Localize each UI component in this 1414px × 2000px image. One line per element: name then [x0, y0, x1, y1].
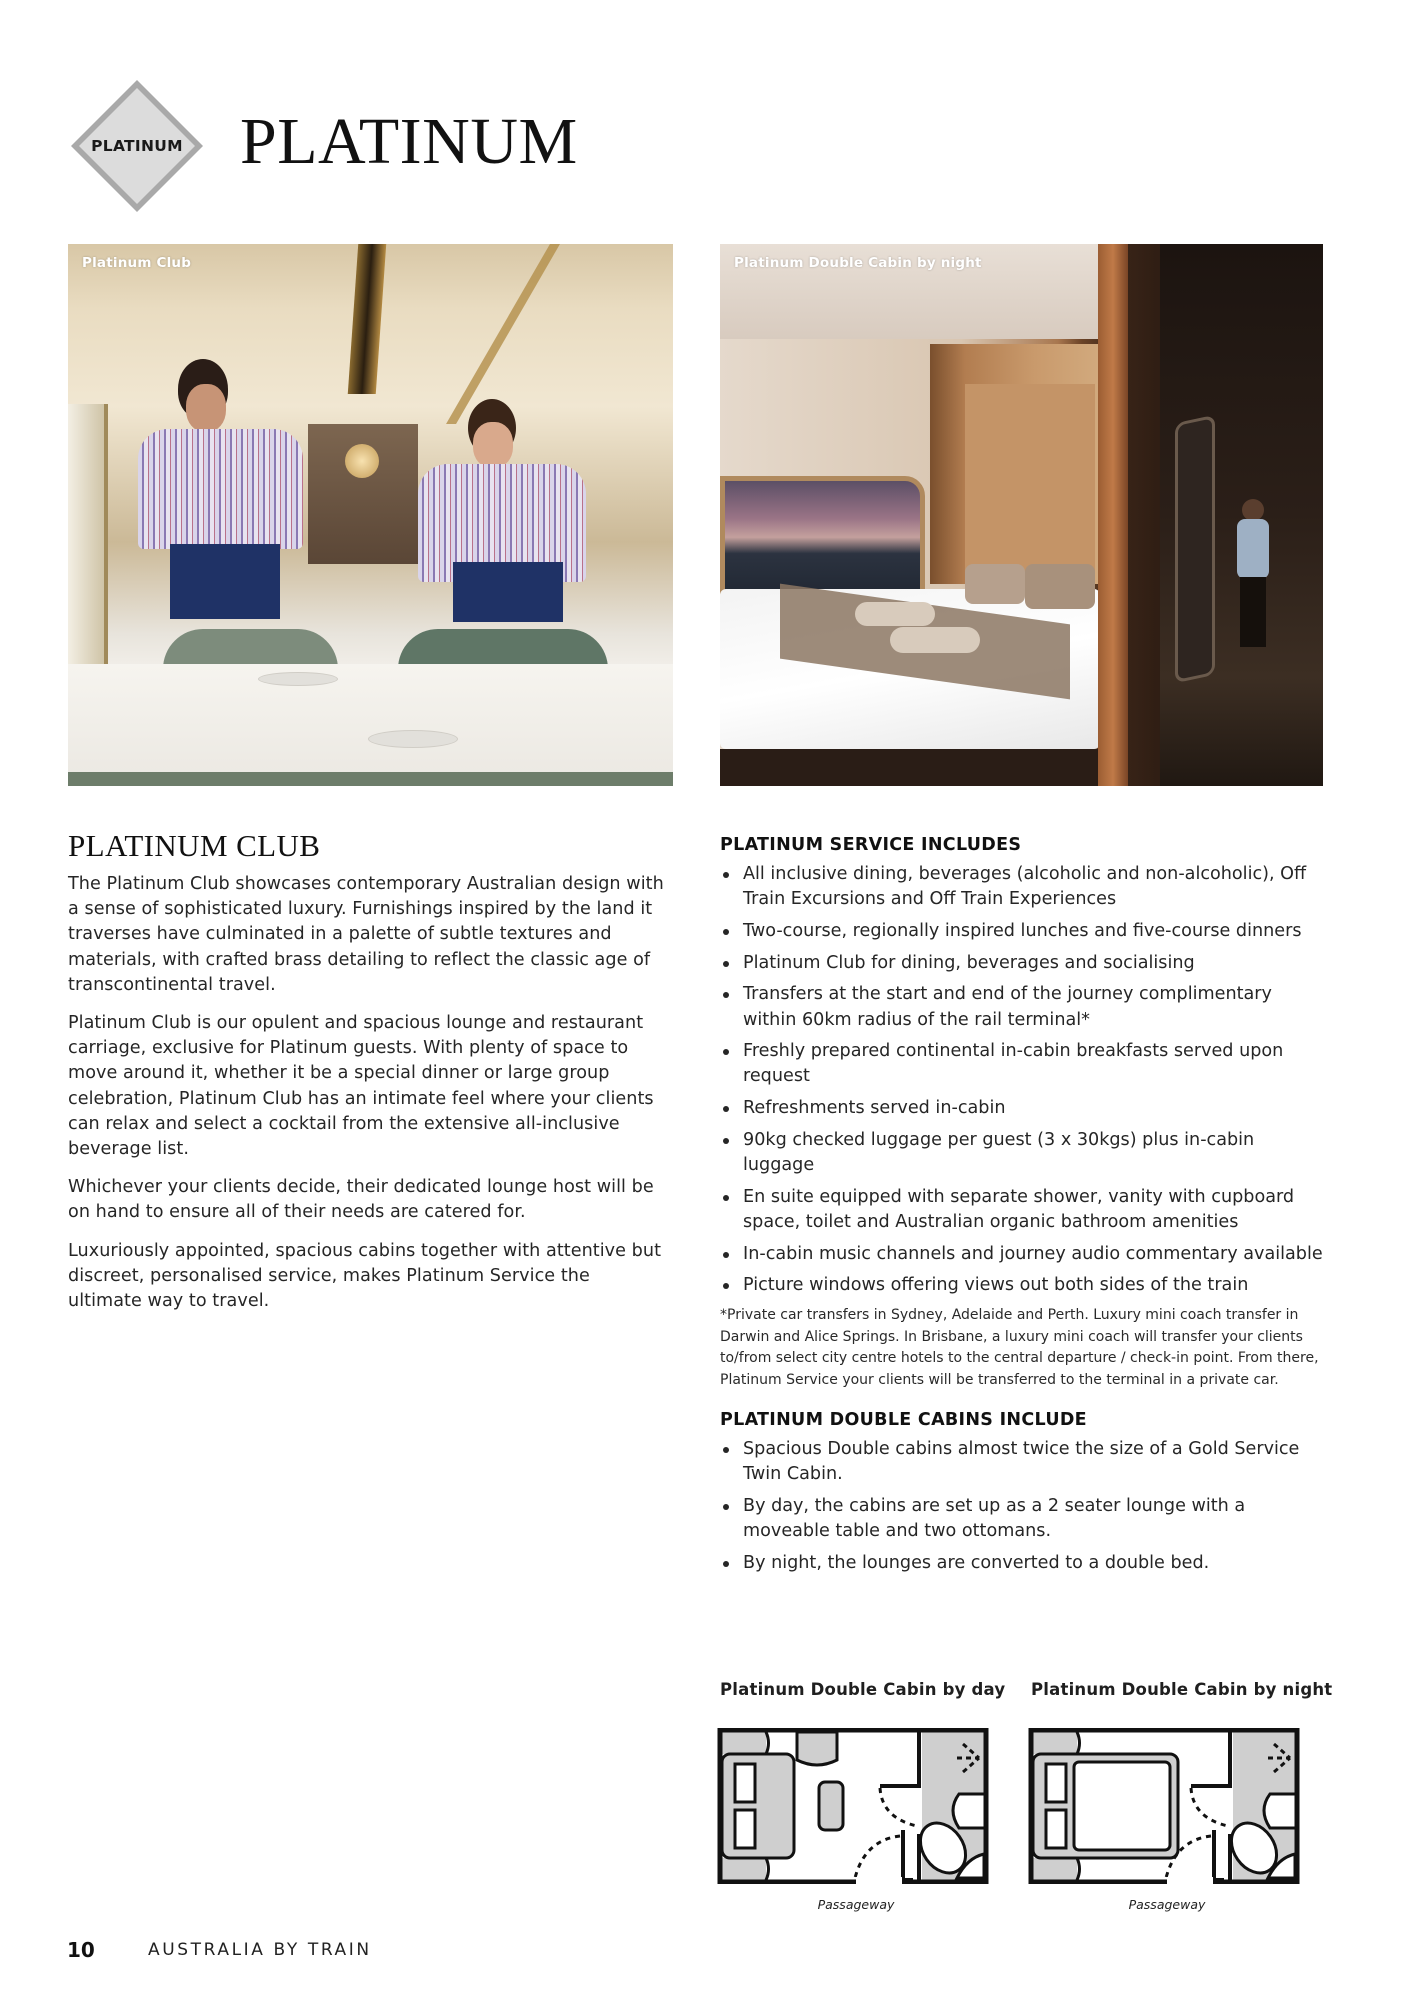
list-item-text: Platinum Club for dining, beverages and socialising	[743, 952, 1195, 973]
service-includes-heading: PLATINUM SERVICE INCLUDES	[720, 835, 1022, 855]
badge-label: PLATINUM	[91, 137, 183, 155]
list-item	[720, 1437, 1330, 1487]
bullet-icon	[723, 992, 729, 998]
list-item-text: Two-course, regionally inspired lunches and five-course dinners	[743, 920, 1302, 941]
list-item-text: 90kg checked luggage per guest (3 x 30kgs) plus in-cabin luggage	[743, 1129, 1255, 1176]
double-cabins-heading: PLATINUM DOUBLE CABINS INCLUDE	[720, 1410, 1087, 1431]
bullet-icon	[723, 929, 729, 935]
list-item	[720, 951, 1330, 976]
list-item	[720, 1096, 1330, 1121]
list-item	[720, 919, 1330, 944]
service-section	[720, 834, 1330, 1583]
list-item-text: Spacious Double cabins almost twice the size of a Gold Service Twin Cabin.	[743, 1439, 1300, 1485]
floor-plan-day-icon	[717, 1728, 989, 1884]
section-heading: PLATINUM CLUB	[68, 828, 321, 863]
list-item-text: By day, the cabins are set up as a 2 seater lounge with a moveable table and two ottomans.	[743, 1495, 1246, 1542]
list-item	[720, 862, 1330, 912]
list-item	[720, 1494, 1330, 1544]
list-item	[720, 1128, 1330, 1178]
passageway-label: Passageway	[1128, 1897, 1206, 1912]
list-item	[720, 982, 1330, 1032]
page-number: 10	[67, 1938, 95, 1962]
platinum-badge	[69, 78, 205, 214]
bullet-icon	[723, 1252, 729, 1258]
list-item-text: In-cabin music channels and journey audio commentary available	[743, 1243, 1323, 1264]
list-item	[720, 1551, 1330, 1576]
list-item-text: By night, the lounges are converted to a double bed.	[743, 1552, 1210, 1573]
bullet-icon	[723, 1504, 729, 1510]
page-title: PLATINUM	[240, 105, 578, 178]
floor-plan-night-icon	[1028, 1728, 1300, 1884]
publication-title: AUSTRALIA BY TRAIN	[148, 1940, 372, 1960]
list-item	[720, 1185, 1330, 1235]
floor-plan-day-label: Platinum Double Cabin by day	[720, 1680, 1006, 1699]
bullet-icon	[723, 1195, 729, 1201]
list-item	[720, 1039, 1330, 1089]
transfer-footnote: *Private car transfers in Sydney, Adelaide and Perth. Luxury mini coach transfer in Darwin and Alice Springs. In Brisbane, a luxury mini coach will transfer your clients to/from select city centre hotels to the central departure / check-in point. From there, Platinum Service your clients will be transferred to the terminal in a private car.	[720, 1307, 1319, 1388]
platinum-club-section	[68, 826, 668, 1327]
list-item-text: Picture windows offering views out both sides of the train	[743, 1275, 1249, 1296]
bullet-icon	[723, 1447, 729, 1453]
photo-double-cabin-night	[720, 244, 1323, 786]
service-includes-list	[720, 862, 1330, 1299]
bullet-icon	[723, 1049, 729, 1055]
bullet-icon	[723, 1561, 729, 1567]
bullet-icon	[723, 1106, 729, 1112]
passageway-label: Passageway	[817, 1897, 895, 1912]
paragraph: Platinum Club is our opulent and spacious lounge and restaurant carriage, exclusive for Platinum guests. With plenty of space to move around it, whether it be a special dinner or large group celebration, Platinum Club has an intimate feel where your clients can relax and select a cocktail from the extensive all-inclusive beverage list.	[68, 1013, 654, 1160]
list-item-text: Refreshments served in-cabin	[743, 1098, 1006, 1119]
paragraph: Luxuriously appointed, spacious cabins together with attentive but discreet, personalised service, makes Platinum Service the ultimate way to travel.	[68, 1240, 662, 1312]
photo-caption: Platinum Club	[82, 255, 192, 271]
list-item	[720, 1273, 1330, 1298]
bullet-icon	[723, 872, 729, 878]
bullet-icon	[723, 1283, 729, 1289]
bullet-icon	[723, 961, 729, 967]
list-item-text: All inclusive dining, beverages (alcoholic and non-alcoholic), Off Train Excursions and Off Train Experiences	[743, 864, 1307, 910]
list-item	[720, 1242, 1330, 1267]
list-item-text: En suite equipped with separate shower, vanity with cupboard space, toilet and Australian organic bathroom amenities	[743, 1186, 1295, 1232]
photo-caption: Platinum Double Cabin by night	[734, 255, 982, 271]
double-cabins-list	[720, 1437, 1330, 1576]
double-cabins-block	[720, 1409, 1330, 1576]
bullet-icon	[723, 1138, 729, 1144]
list-item-text: Freshly prepared continental in-cabin breakfasts served upon request	[743, 1041, 1284, 1087]
photo-platinum-club	[68, 244, 673, 786]
paragraph: The Platinum Club showcases contemporary Australian design with a sense of sophisticated luxury. Furnishings inspired by the land it traverses have culminated in a palette of subtle textures and materials, with crafted brass detailing to reflect the classic age of transcontinental travel.	[68, 874, 664, 995]
list-item-text: Transfers at the start and end of the journey complimentary within 60km radius of the rail terminal*	[743, 984, 1272, 1030]
paragraph: Whichever your clients decide, their dedicated lounge host will be on hand to ensure all of their needs are catered for.	[68, 1177, 654, 1223]
floor-plan-night-label: Platinum Double Cabin by night	[1031, 1680, 1333, 1699]
